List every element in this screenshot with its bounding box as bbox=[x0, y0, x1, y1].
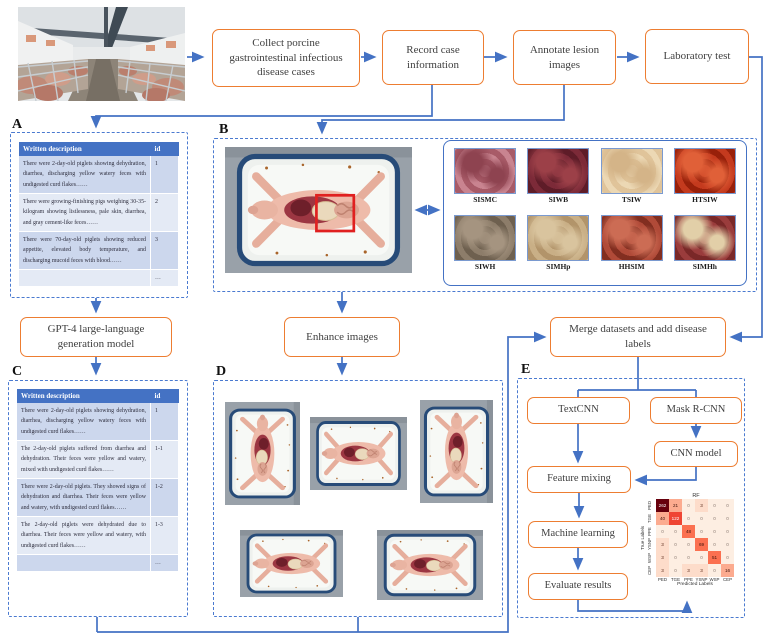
matrix-cell: 0 bbox=[708, 525, 721, 538]
lesion-tile-label: SIWH bbox=[474, 262, 496, 271]
section-label-a: A bbox=[12, 117, 23, 132]
id-cell: 1 bbox=[151, 156, 179, 193]
description-cell: There were 70-day-old piglets showing reduced appetite, elevated body temperature, and discharging mucoid feces with blood…… bbox=[19, 231, 151, 269]
flow-box-evaluate-results bbox=[528, 573, 628, 600]
matrix-cell: 0 bbox=[695, 551, 708, 564]
lesion-tile-image bbox=[674, 215, 736, 261]
matrix-cell: 3 bbox=[695, 564, 708, 577]
merge-label: Merge datasets and add disease labels bbox=[569, 323, 707, 350]
lesion-tile-image bbox=[674, 148, 736, 194]
augmented-necropsy-photo-1 bbox=[225, 402, 300, 505]
matrix-cell: 0 bbox=[669, 525, 682, 538]
matrix-col-tick: PPE bbox=[684, 577, 693, 582]
matrix-cell: 0 bbox=[682, 499, 695, 512]
matrix-cell: 0 bbox=[669, 551, 682, 564]
pig-farm-illustration bbox=[18, 7, 185, 101]
lesion-tile-image bbox=[601, 215, 663, 261]
description-cell: There were 2-day-old piglets. They showed signs of dehydration and diarrhea. Their feces were yellow and watery, with undigested curd flakes…… bbox=[17, 478, 151, 516]
lesion-tile-image bbox=[527, 148, 589, 194]
matrix-cell: 0 bbox=[708, 564, 721, 577]
section-label-b: B bbox=[219, 122, 229, 137]
col-header-description: Written description bbox=[19, 142, 151, 156]
table-a bbox=[19, 142, 179, 289]
table-header-row bbox=[19, 142, 179, 156]
id-cell: 1-3 bbox=[151, 516, 179, 554]
matrix-cell: 21 bbox=[669, 499, 682, 512]
flow-box-cnn-model bbox=[654, 441, 738, 467]
augmented-necropsy-photo-4 bbox=[240, 530, 343, 597]
necropsy-illustration bbox=[310, 417, 407, 490]
flow-box-gpt4-model bbox=[20, 317, 172, 357]
table-row bbox=[17, 554, 179, 571]
table-row bbox=[17, 478, 179, 516]
matrix-row-tick: PPE bbox=[647, 527, 652, 536]
lesion-tile-image bbox=[454, 148, 516, 194]
flow-box-feature-mixing bbox=[527, 466, 631, 493]
matrix-row-tick: WSP bbox=[647, 552, 652, 563]
table-row bbox=[19, 193, 179, 231]
confusion-matrix bbox=[640, 493, 734, 587]
table-row bbox=[17, 516, 179, 554]
matrix-cell: 51 bbox=[708, 551, 721, 564]
description-cell bbox=[17, 554, 151, 571]
matrix-cell: 0 bbox=[721, 525, 734, 538]
flow-box-annotate-label: Annotate lesion images bbox=[529, 43, 600, 71]
matrix-row-tick: YSNP bbox=[647, 538, 652, 551]
table-row bbox=[19, 269, 179, 286]
description-cell: There were 2-day-old piglets showing dehydration, diarrhea, discharging yellow watery feces with undigested curd flakes…… bbox=[17, 403, 151, 440]
matrix-row-tick: PED bbox=[647, 500, 652, 511]
matrix-cell: 3 bbox=[695, 499, 708, 512]
flow-box-merge-datasets bbox=[550, 317, 726, 357]
flow-box-lab-label: Laboratory test bbox=[663, 50, 731, 63]
flow-box-machine-learning bbox=[528, 521, 628, 548]
id-cell: 1 bbox=[151, 403, 179, 440]
confusion-matrix-row-labels bbox=[647, 499, 656, 577]
matrix-col-tick: WSP bbox=[709, 577, 720, 582]
lesion-tile-label: SISMC bbox=[473, 195, 497, 204]
enhance-label: Enhance images bbox=[306, 330, 378, 343]
lesion-tile-label: SIWB bbox=[548, 195, 569, 204]
matrix-cell: 0 bbox=[708, 538, 721, 551]
augmented-necropsy-photo-5 bbox=[377, 530, 483, 600]
augmented-necropsy-photo-2 bbox=[310, 417, 407, 490]
section-label-c: C bbox=[12, 364, 23, 379]
matrix-cell: 0 bbox=[682, 512, 695, 525]
section-label-d: D bbox=[216, 364, 227, 379]
id-cell: … bbox=[151, 554, 179, 571]
description-cell: The 2-day-old piglets suffered from diarrhea and dehydration. Their feces were yellow and watery, mixed with undigested curd flakes…… bbox=[17, 440, 151, 478]
lesion-tile bbox=[673, 215, 737, 281]
matrix-cell: 0 bbox=[708, 499, 721, 512]
flow-box-mask-rcnn bbox=[650, 397, 742, 424]
necropsy-illustration bbox=[377, 530, 483, 600]
matrix-col-tick: TGE bbox=[670, 577, 681, 582]
id-cell: 2 bbox=[151, 193, 179, 231]
id-cell: 3 bbox=[151, 231, 179, 269]
table-row bbox=[19, 231, 179, 269]
table-header-row bbox=[17, 389, 179, 403]
flow-box-record-info bbox=[382, 30, 484, 85]
lesion-tile bbox=[673, 148, 737, 214]
col-header-id: id bbox=[151, 389, 179, 403]
id-cell: 1-1 bbox=[151, 440, 179, 478]
matrix-row-tick: CEP bbox=[647, 565, 652, 576]
id-cell: … bbox=[151, 269, 179, 286]
matrix-cell: 0 bbox=[695, 525, 708, 538]
augmented-necropsy-photo-3 bbox=[420, 400, 493, 503]
matrix-cell: 40 bbox=[656, 512, 669, 525]
confusion-matrix-title: RF bbox=[692, 493, 700, 499]
confusion-matrix-ylabel: True Labels bbox=[640, 525, 645, 551]
col-header-description: Written description bbox=[17, 389, 151, 403]
lesion-tile-label: SIMHp bbox=[546, 262, 571, 271]
section-label-e: E bbox=[521, 362, 531, 377]
flow-box-collect-cases bbox=[212, 29, 360, 87]
matrix-cell: 0 bbox=[669, 564, 682, 577]
lesion-tile-image bbox=[601, 148, 663, 194]
matrix-cell: 0 bbox=[721, 551, 734, 564]
matrix-cell: 0 bbox=[721, 538, 734, 551]
lesion-tile bbox=[526, 215, 590, 281]
matrix-cell: 0 bbox=[669, 538, 682, 551]
matrix-col-tick: CEP bbox=[722, 577, 733, 582]
matrix-cell: 0 bbox=[682, 538, 695, 551]
lesion-tile-label: HHSIM bbox=[618, 262, 645, 271]
necropsy-illustration bbox=[420, 400, 493, 503]
gpt4-label: GPT-4 large-language generation model bbox=[47, 323, 145, 350]
description-cell: There were growing-finishing pigs weighing 30-35-kilogram showing listlessness, pale skin, diarrhea, and gray cement-like feces…… bbox=[19, 193, 151, 231]
lesion-tile bbox=[526, 148, 590, 214]
matrix-cell: 262 bbox=[656, 499, 669, 512]
matrix-cell: 3 bbox=[682, 564, 695, 577]
feature-label: Feature mixing bbox=[547, 473, 611, 485]
lesion-tile-label: TSIW bbox=[621, 195, 642, 204]
eval-label: Evaluate results bbox=[544, 580, 612, 592]
lesion-tile bbox=[600, 148, 664, 214]
flow-box-record-label: Record case information bbox=[406, 43, 460, 71]
confusion-matrix-xlabel: Predicted Labels bbox=[677, 582, 713, 587]
matrix-cell: 3 bbox=[656, 551, 669, 564]
matrix-cell: 0 bbox=[656, 525, 669, 538]
description-cell: The 2-day-old piglets were dehydrated due to diarrhea. Their feces were yellow and watery, with undigested curd flakes…… bbox=[17, 516, 151, 554]
flow-box-enhance-images bbox=[284, 317, 400, 357]
matrix-cell: 0 bbox=[721, 512, 734, 525]
lesion-tile bbox=[453, 215, 517, 281]
matrix-cell: 0 bbox=[682, 551, 695, 564]
confusion-matrix-grid bbox=[656, 499, 734, 577]
id-cell: 1-2 bbox=[151, 478, 179, 516]
lesion-image-grid bbox=[443, 140, 747, 286]
matrix-cell: 3 bbox=[656, 564, 669, 577]
flow-box-collect-label: Collect porcine gastrointestinal infectious disease cases bbox=[229, 36, 343, 79]
ml-label: Machine learning bbox=[541, 528, 615, 540]
matrix-cell: 48 bbox=[682, 525, 695, 538]
cnn-label: CNN model bbox=[670, 447, 722, 459]
matrix-col-tick: PED bbox=[657, 577, 668, 582]
matrix-cell: 3 bbox=[656, 538, 669, 551]
lesion-tile-label: HTSIW bbox=[692, 195, 718, 204]
matrix-row-tick: TGE bbox=[647, 513, 652, 524]
table-row bbox=[17, 440, 179, 478]
lesion-tile bbox=[600, 215, 664, 281]
necropsy-illustration bbox=[240, 530, 343, 597]
matrix-col-tick: YSNP bbox=[695, 577, 708, 582]
description-cell: There were 2-day-old piglets showing dehydration, diarrhea, discharging yellow watery feces with undigested curd flakes…… bbox=[19, 156, 151, 193]
pig-farm-photo bbox=[18, 7, 185, 101]
table-row bbox=[19, 156, 179, 193]
table-c bbox=[17, 389, 179, 610]
flow-box-textcnn bbox=[527, 397, 630, 424]
necropsy-photo-annotated bbox=[225, 147, 412, 273]
lesion-tile bbox=[453, 148, 517, 214]
maskrcnn-label: Mask R-CNN bbox=[666, 404, 726, 416]
table-row bbox=[17, 403, 179, 440]
matrix-cell: 122 bbox=[669, 512, 682, 525]
lesion-tile-label: SIMHh bbox=[692, 262, 717, 271]
flow-box-annotate-images bbox=[513, 30, 616, 85]
textcnn-label: TextCNN bbox=[558, 404, 599, 416]
lesion-tile-image bbox=[454, 215, 516, 261]
matrix-cell: 0 bbox=[708, 512, 721, 525]
lesion-tile-image bbox=[527, 215, 589, 261]
flow-box-laboratory-test bbox=[645, 29, 749, 84]
matrix-cell: 69 bbox=[695, 538, 708, 551]
matrix-cell: 0 bbox=[695, 512, 708, 525]
necropsy-illustration bbox=[225, 402, 300, 505]
necropsy-illustration bbox=[225, 147, 412, 273]
matrix-cell: 0 bbox=[721, 499, 734, 512]
matrix-cell: 16 bbox=[721, 564, 734, 577]
description-cell bbox=[19, 269, 151, 286]
col-header-id: id bbox=[151, 142, 179, 156]
